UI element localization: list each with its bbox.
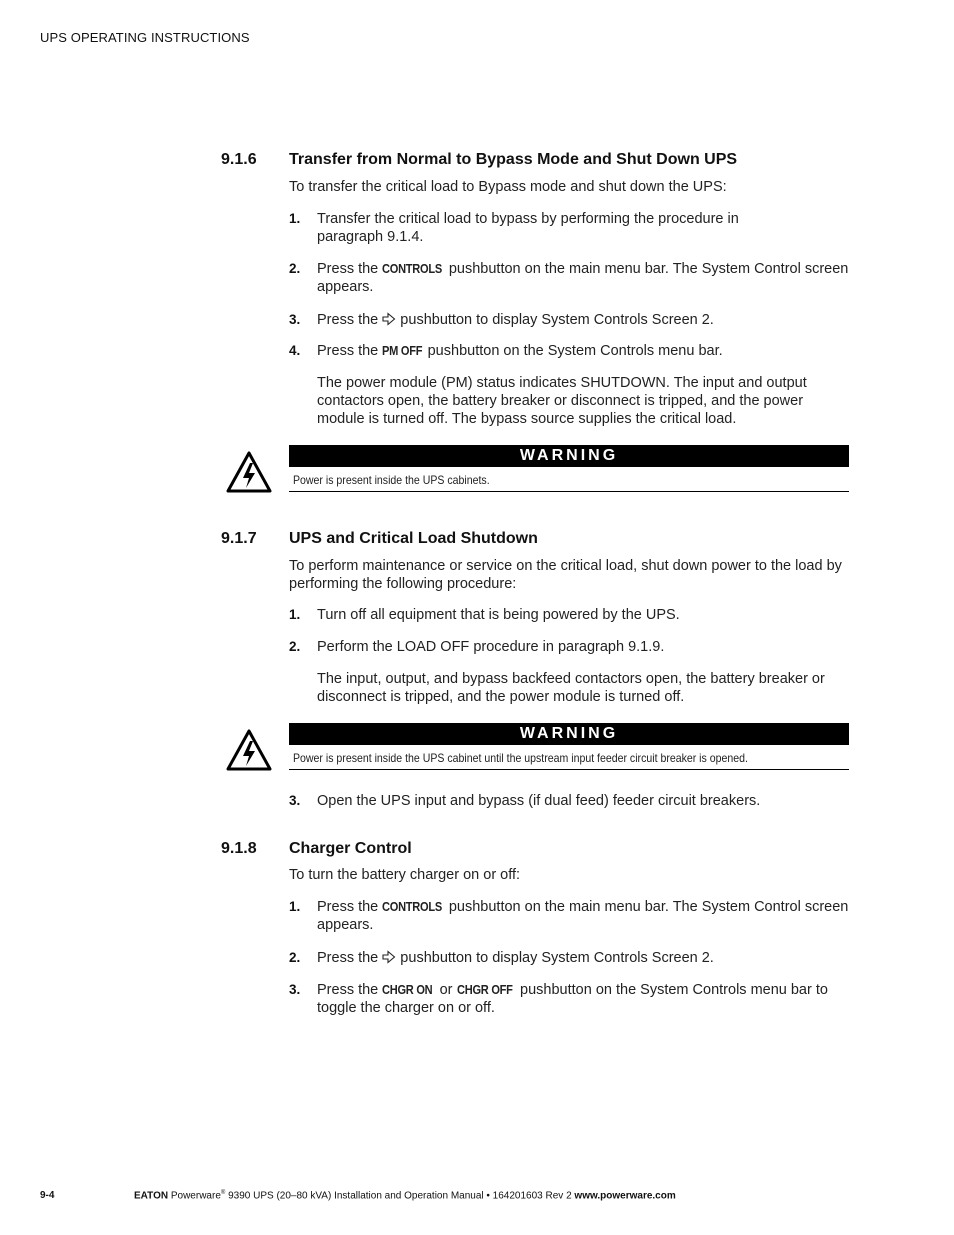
step-text: [317, 260, 852, 296]
step-text-post: pushbutton on the System Controls menu bar.: [423, 343, 723, 359]
step-text: [317, 981, 852, 1017]
warning-divider: [289, 769, 849, 770]
footer-manual: 9390 UPS (20–80 kVA) Installation and Operation Manual • 164201603 Rev 2: [225, 1190, 575, 1202]
step-text: Transfer the critical load to bypass by performing the procedure in paragraph 9.1.4.: [317, 211, 739, 245]
footer-url: www.powerware.com: [574, 1190, 676, 1202]
electrical-hazard-icon: [226, 729, 272, 771]
section-number: 9.1.6: [221, 151, 257, 168]
step-number: 1.: [289, 899, 301, 914]
step-text-pre: Press the: [317, 343, 383, 359]
right-arrow-icon: [382, 950, 396, 964]
step-number: 4.: [289, 343, 301, 358]
footer-product: Powerware: [168, 1190, 221, 1202]
section-title: UPS and Critical Load Shutdown: [289, 530, 538, 547]
footer-brand: EATON: [134, 1190, 169, 1202]
section-intro: To perform maintenance or service on the critical load, shut down power to the load by performing the following procedure:: [289, 558, 842, 592]
step-text-pre: Press the: [317, 982, 383, 998]
warning-divider: [289, 491, 849, 492]
step-text-post: pushbutton to display System Controls Screen 2.: [396, 950, 714, 966]
footer-citation: [134, 1190, 676, 1201]
step-note: The power module (PM) status indicates SHUTDOWN. The input and output contactors open, the battery breaker or disconnect is tripped, and the power module is turned off. The bypass source supplies the critical load.: [317, 375, 807, 427]
step-number: 1.: [289, 211, 301, 226]
step-text-pre: Press the: [317, 950, 383, 966]
step-text-pre: Press the: [317, 899, 383, 915]
warning-banner: WARNING: [289, 723, 849, 745]
running-header: UPS OPERATING INSTRUCTIONS: [40, 30, 250, 45]
page-number: 9-4: [40, 1190, 55, 1201]
warning-text: Power is present inside the UPS cabinets.: [293, 473, 490, 487]
step-number: 3.: [289, 982, 301, 997]
step-number: 2.: [289, 639, 301, 654]
controls-key-label: CONTROLS: [382, 899, 443, 914]
step-text-post: pushbutton on the main menu bar. The System Control screen appears.: [317, 261, 849, 295]
section-number: 9.1.7: [221, 530, 257, 547]
step-number: 2.: [289, 950, 301, 965]
step-text-post: pushbutton on the System Controls menu bar to toggle the charger on or off.: [317, 982, 828, 1016]
chgr-off-key-label: CHGR OFF: [456, 982, 513, 997]
step-text-pre: Press the: [317, 261, 383, 277]
step-number: 1.: [289, 607, 301, 622]
warning-text: Power is present inside the UPS cabinet until the upstream input feeder circuit breaker is opened.: [293, 751, 748, 765]
controls-key-label: CONTROLS: [382, 261, 443, 276]
chgr-on-key-label: CHGR ON: [382, 982, 433, 997]
step-text-post: pushbutton to display System Controls Screen 2.: [396, 312, 714, 328]
section-number: 9.1.8: [221, 840, 257, 857]
section-title: Transfer from Normal to Bypass Mode and Shut Down UPS: [289, 151, 738, 168]
right-arrow-icon: [382, 312, 396, 326]
section-intro: To turn the battery charger on or off:: [289, 867, 521, 883]
step-text-pre: Press the: [317, 312, 383, 328]
step-number: 3.: [289, 793, 301, 808]
step-text: [317, 949, 852, 967]
step-text-mid: or: [435, 982, 457, 998]
step-text-post: pushbutton on the main menu bar. The System Control screen appears.: [317, 899, 849, 933]
section-title: Charger Control: [289, 840, 412, 857]
step-text: [317, 898, 852, 934]
step-number: 3.: [289, 312, 301, 327]
section-intro: To transfer the critical load to Bypass mode and shut down the UPS:: [289, 179, 727, 195]
step-text: [317, 311, 852, 329]
step-text: Turn off all equipment that is being powered by the UPS.: [317, 607, 680, 623]
step-text: [317, 342, 852, 360]
electrical-hazard-icon: [226, 451, 272, 493]
warning-banner: WARNING: [289, 445, 849, 467]
step-text: Perform the LOAD OFF procedure in paragraph 9.1.9.: [317, 639, 665, 655]
step-text: Open the UPS input and bypass (if dual feed) feeder circuit breakers.: [317, 793, 761, 809]
footer-registered-mark: ®: [220, 1190, 226, 1196]
step-note: The input, output, and bypass backfeed contactors open, the battery breaker or disconnect is tripped, and the power module is turned off.: [317, 671, 825, 705]
step-number: 2.: [289, 261, 301, 276]
pm-off-key-label: PM OFF: [382, 343, 423, 358]
